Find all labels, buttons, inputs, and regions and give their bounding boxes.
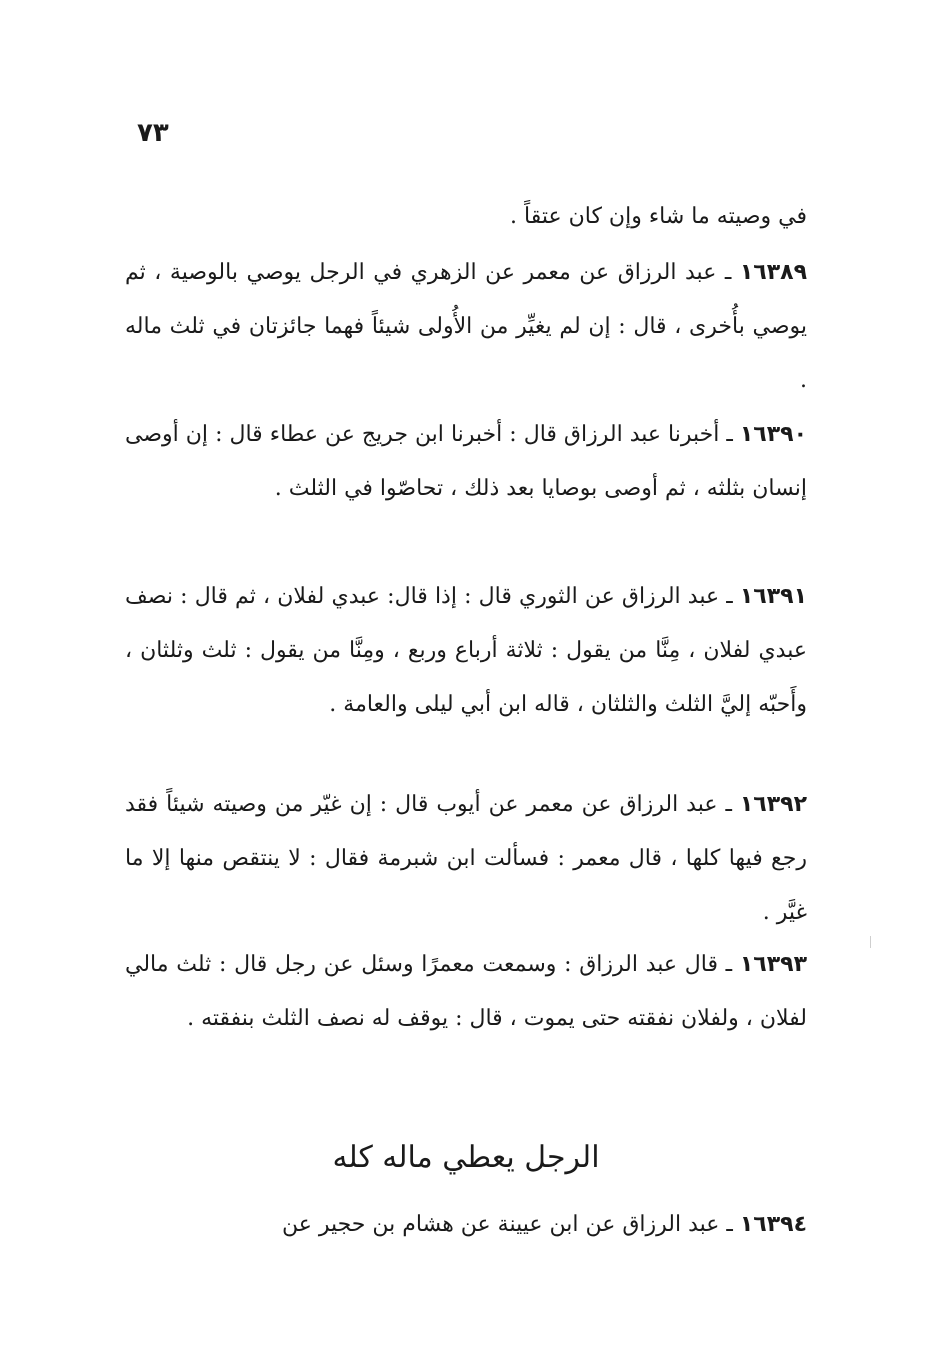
entry-16390 [125,408,807,516]
entry-16394 [125,1198,807,1252]
entry-text: ـ عبد الرزاق عن معمر عن أيوب قال : إن غيّر من وصيته شيئاً فقد رجع فيها كلها ، قال معمر : فسألت ابن شبرمة فقال : لا ينتقص منها إلا ما غيَّر . [125,792,807,925]
entry-16389 [125,246,807,408]
entry-16391 [125,570,807,732]
entry-text: ـ قال عبد الرزاق : وسمعت معمرًا وسئل عن رجل قال : ثلث مالي لفلان ، ولفلان نفقته حتى يموت ، قال : يوقف له نصف الثلث بنفقته . [125,952,807,1031]
entry-number: ١٦٣٩٠ [739,422,808,447]
continuation-paragraph [125,190,807,244]
entry-text: ـ عبد الرزاق عن ابن عيينة عن هشام بن حجير عن [281,1212,733,1237]
continuation-text: في وصيته ما شاء وإن كان عتقاً . [510,204,807,229]
entry-16392 [125,778,807,940]
scan-mark [870,936,871,948]
entry-number: ١٦٣٩٤ [739,1212,807,1237]
section-heading: الرجل يعطي ماله كله [332,1140,600,1175]
entry-number: ١٦٣٩٣ [739,952,807,977]
entry-number: ١٦٣٨٩ [739,260,807,285]
entry-16393 [125,938,807,1046]
page-number: ٧٣ [137,118,169,148]
entry-text: ـ عبد الرزاق عن معمر عن الزهري في الرجل يوصي بالوصية ، ثم يوصي بأُخرى ، قال : إن لم يغيِّر من الأُولى شيئاً فهما جائزتان في ثلث ماله . [125,260,807,393]
entry-number: ١٦٣٩١ [739,584,807,609]
entry-text: ـ عبد الرزاق عن الثوري قال : إذا قال: عبدي لفلان ، ثم قال : نصف عبدي لفلان ، مِنَّا من يقول : ثلاثة أرباع وربع ، ومِنَّا من يقول : ثلث وثلثان ، وأَحبّه إليَّ الثلث والثلثان ، قاله ابن أبي ليلى والعامة . [125,584,807,717]
entry-text: ـ أخبرنا عبد الرزاق قال : أخبرنا ابن جريج عن عطاء قال : إن أوصى إنسان بثلثه ، ثم أوصى بوصايا بعد ذلك ، تحاصّوا في الثلث . [125,422,807,501]
entry-number: ١٦٣٩٢ [739,792,808,817]
